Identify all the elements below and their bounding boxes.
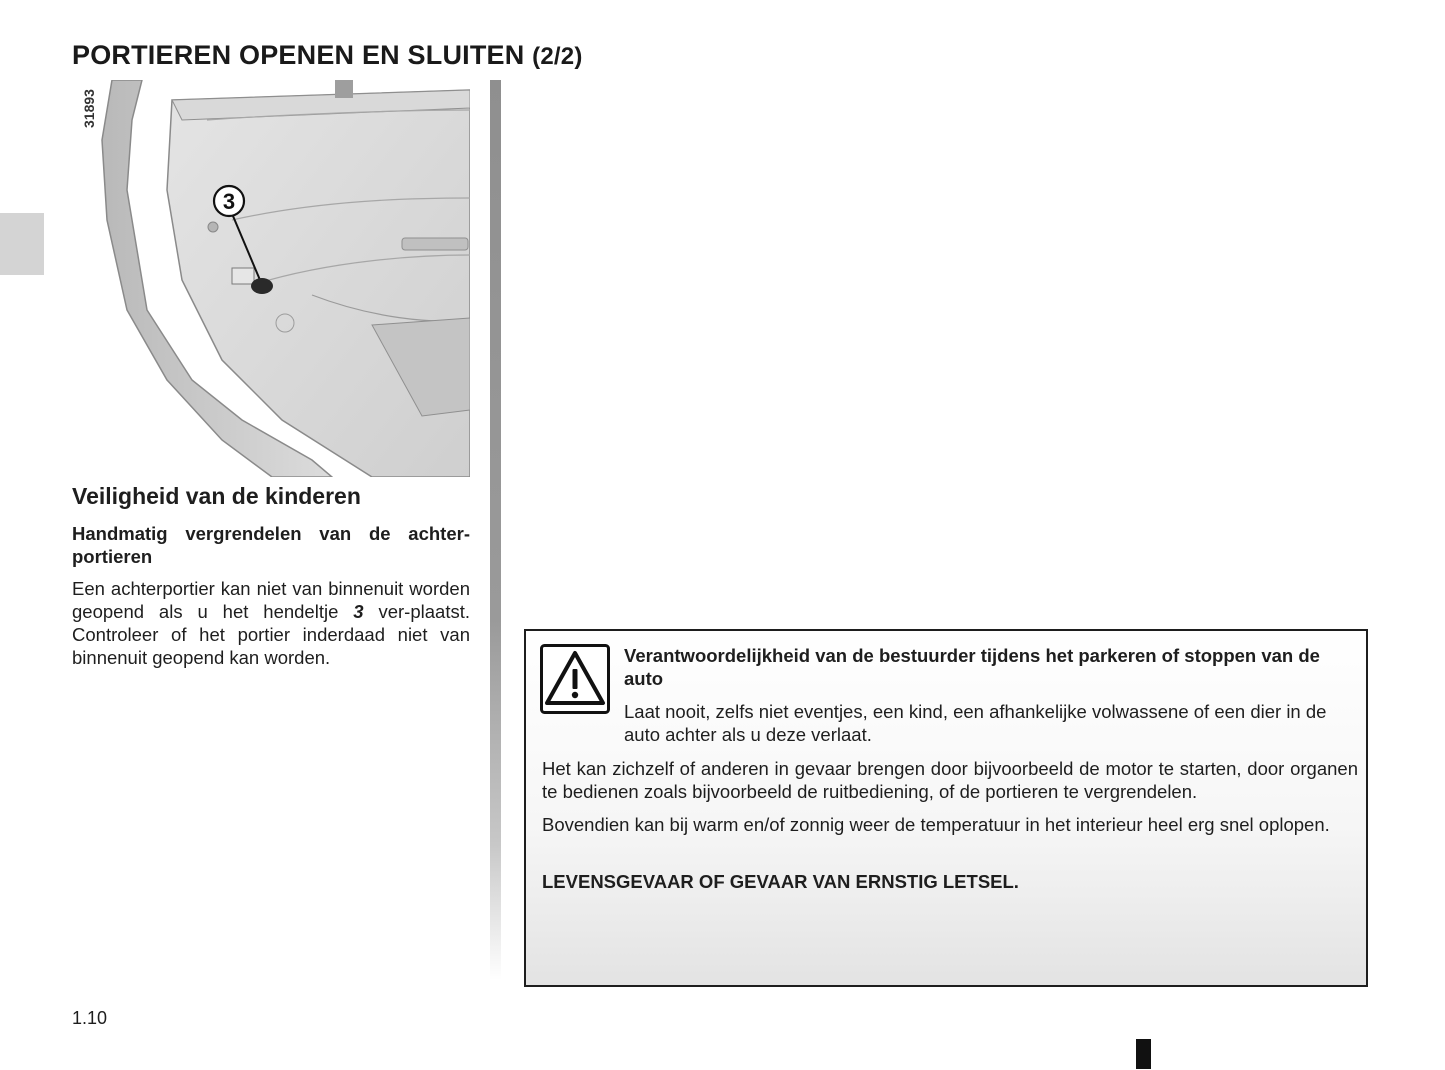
warning-heading: Verantwoordelijkheid van de bestuurder tijdens het parkeren of stoppen van de auto	[624, 645, 1320, 689]
page-title-text: PORTIEREN OPENEN EN SLUITEN	[72, 40, 525, 71]
body-after: ver-plaatst. Controleer of het portier inderdaad niet van binnenuit geopend kan worden.	[72, 601, 470, 668]
page-title	[72, 40, 583, 71]
sub-heading: Handmatig vergrendelen van de achter-portieren	[72, 523, 470, 567]
warning-paragraph: Het kan zichzelf of anderen in gevaar brengen door bijvoorbeeld de motor te starten, door organen te bedienen zoals bijvoorbeeld de ruitbediening, of de portieren te vergrendelen.	[542, 758, 1358, 802]
chapter-tab	[0, 213, 44, 275]
warning-paragraph: Bovendien kan bij warm en/of zonnig weer de temperatuur in het interieur heel erg snel oplopen.	[542, 814, 1330, 835]
column-divider	[490, 80, 501, 980]
callout-number: 3	[222, 189, 236, 214]
warning-triangle-icon	[540, 644, 610, 714]
page-title-suffix: (2/2)	[532, 43, 583, 71]
section-heading: Veiligheid van de kinderen	[72, 483, 361, 509]
page-number: 1.10	[72, 1008, 108, 1028]
body-before: Een achterportier kan niet van binnenuit worden geopend als u het hendeltje	[72, 578, 470, 622]
warning-intro: Laat nooit, zelfs niet eventjes, een kind, een afhankelijke volwassene of een dier in de auto achter als u deze verlaat.	[624, 701, 1327, 745]
warning-box	[524, 629, 1368, 987]
body-reference-number: 3	[353, 601, 364, 622]
child-safety-section	[72, 483, 470, 669]
section-end-marker	[1136, 1039, 1151, 1069]
figure-reference-code: 31893	[81, 89, 97, 128]
rear-door-illustration	[72, 80, 470, 477]
warning-emphasis: LEVENSGEVAAR OF GEVAAR VAN ERNSTIG LETSEL.	[542, 871, 1019, 892]
child-safety-body	[72, 577, 470, 669]
